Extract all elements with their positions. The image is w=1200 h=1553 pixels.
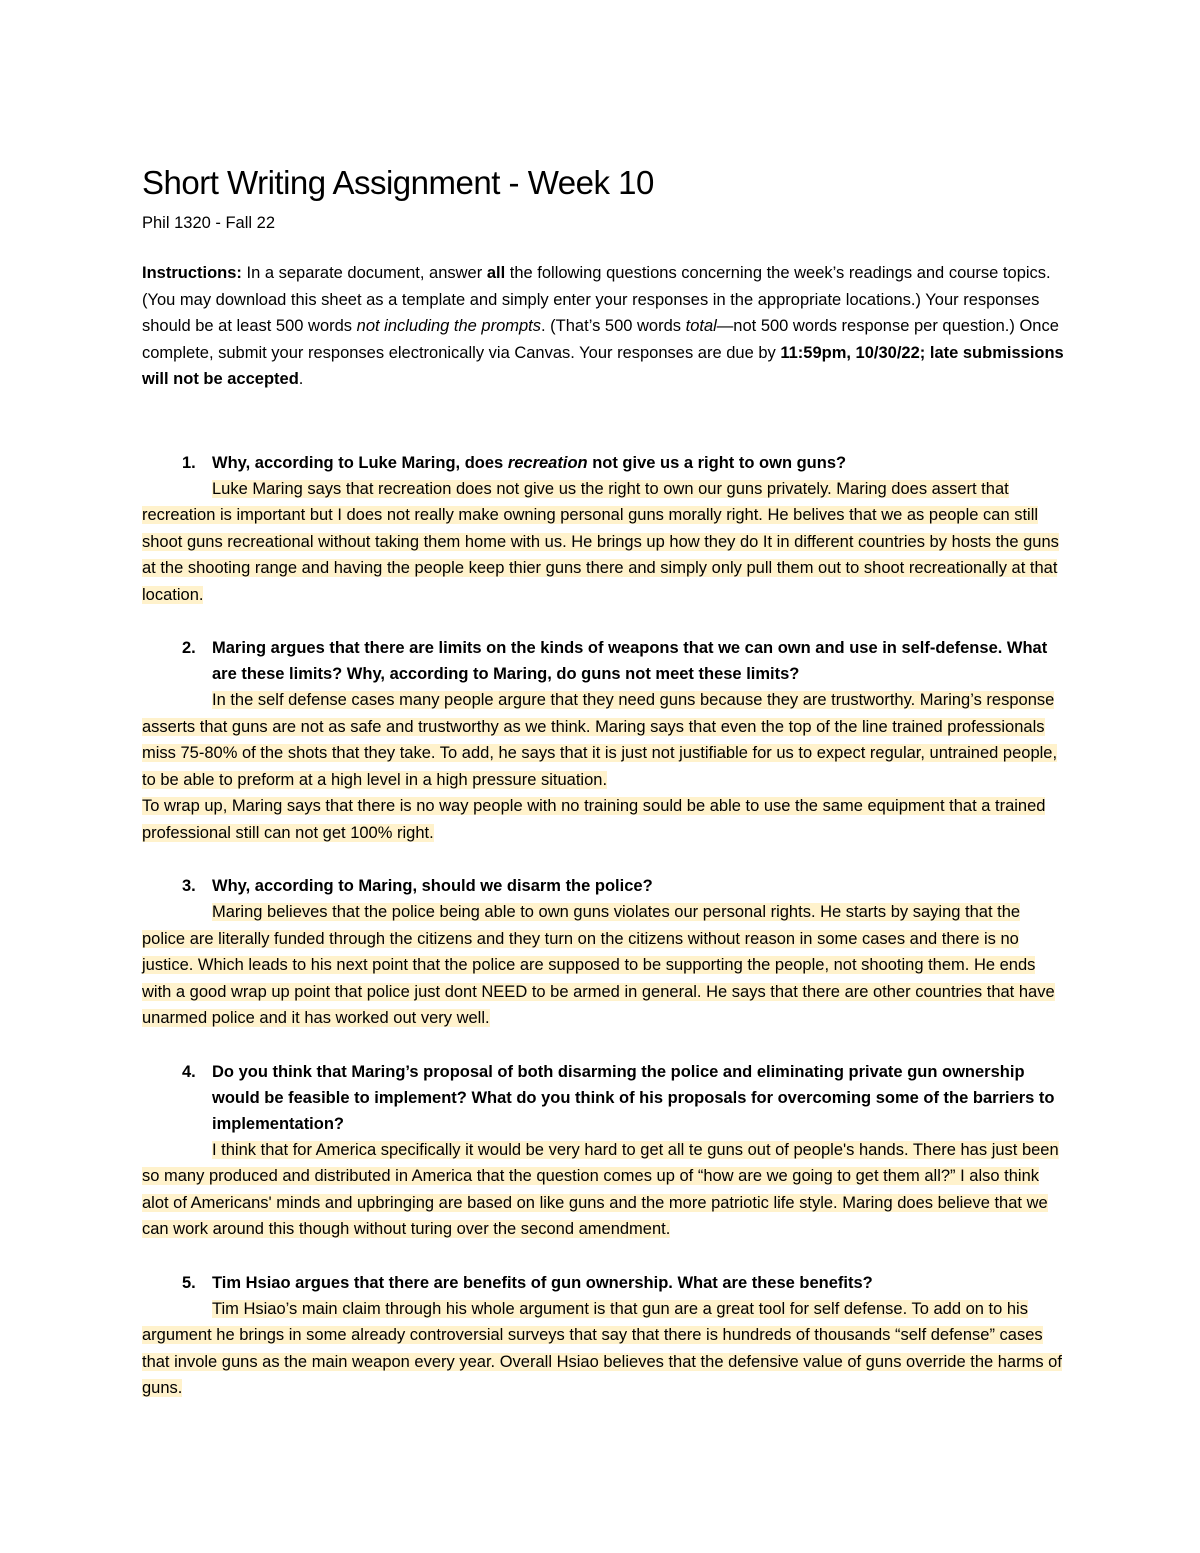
question-list	[142, 450, 1064, 1402]
answer-text: In the self defense cases many people argure that they need guns because they are trustworthy. Maring’s response asserts that guns are not as safe and trustworthy as we think. Maring says that even the top of the line trained professionals miss 75-80% of the shots that they take. To add, he says that it is just not justifiable for us to expect regular, untrained people, to be able to preform at a high level in a high pressure situation.	[142, 691, 1058, 789]
question-number: 4.	[182, 1062, 196, 1081]
answer-text: Maring believes that the police being able to own guns violates our personal rights. He starts by saying that the police are literally funded through the citizens and they turn on the citizens without reason in some cases and there is no justice. Which leads to his next point that the police are supposed to be supporting the people, not shooting them. He ends with a good wrap up point that police just dont NEED to be armed in general. He says that there are other countries that have unarmed police and it has worked out very well.	[142, 903, 1055, 1027]
instructions-text-1: In a separate document, answer	[241, 264, 487, 282]
question-prompt	[142, 635, 1064, 687]
question-item-1	[142, 450, 1064, 609]
question-text: Why, according to Luke Maring, does	[212, 453, 508, 472]
instructions-paragraph	[142, 260, 1064, 393]
question-text: Tim Hsiao argues that there are benefits of gun ownership. What are these benefits?	[212, 1273, 873, 1292]
question-number: 1.	[182, 453, 196, 472]
page-title: Short Writing Assignment - Week 10	[142, 164, 654, 201]
question-number: 3.	[182, 877, 196, 895]
question-prompt	[142, 450, 1064, 476]
instructions-bold-all: all	[486, 264, 506, 282]
question-item-5	[142, 1270, 1064, 1402]
instructions-italic-1: not including the prompts	[356, 317, 542, 335]
question-number: 2.	[182, 639, 196, 657]
instructions-text-5: .	[298, 370, 304, 388]
document-body	[142, 160, 1064, 1429]
answer-paragraph	[142, 899, 1064, 1032]
instructions-italic-2: total	[685, 317, 717, 335]
question-text-end: not give us a right to own guns?	[587, 453, 847, 472]
answer-text: Luke Maring says that recreation does not give us the right to own our guns privately. Maring does assert that recreation is important but I does not really make owning personal guns morally right. He belives that we as people can still shoot guns recreational without taking them home with us. He brings up how they do It in different countries by hosts the guns at the shooting range and having the people keep thier guns there and simply only pull them out to shoot recreationally at that location.	[142, 479, 1059, 604]
question-prompt	[142, 873, 1064, 899]
course-subtitle: Phil 1320 - Fall 22	[142, 214, 275, 232]
answer-paragraph	[142, 1137, 1064, 1243]
answer-paragraph	[142, 1296, 1064, 1402]
question-item-2	[142, 635, 1064, 846]
question-text: Do you think that Maring’s proposal of both disarming the police and eliminating private gun ownership would be feasible to implement? What do you think of his proposals for overcoming some of the barriers to implementation?	[212, 1062, 1055, 1133]
question-prompt	[142, 1059, 1064, 1137]
question-text: Why, according to Maring, should we disarm the police?	[212, 877, 653, 895]
question-text: Maring argues that there are limits on the kinds of weapons that we can own and use in self-defense. What are these limits? Why, according to Maring, do guns not meet these limits?	[212, 639, 1048, 683]
instructions-label: Instructions:	[142, 264, 242, 282]
question-prompt	[142, 1270, 1064, 1296]
answer-text-2: To wrap up, Maring says that there is no way people with no training sould be able to use the same equipment that a trained professional still can not get 100% right.	[142, 797, 1046, 842]
question-item-3	[142, 873, 1064, 1032]
answer-paragraph	[142, 687, 1064, 793]
question-item-4	[142, 1059, 1064, 1243]
question-emphasis: recreation	[507, 453, 588, 472]
instructions-text-3: . (That’s 500 words	[541, 317, 686, 335]
answer-text: I think that for America specifically it would be very hard to get all te guns out of people's hands. There has just been so many produced and distributed in America that the question comes up of “how are we going to get them all?” I also think alot of Americans' minds and upbringing are based on like guns and the more patriotic life style. Maring does believe that we can work around this though without turing over the second amendment.	[142, 1140, 1059, 1238]
answer-paragraph	[142, 476, 1064, 609]
answer-paragraph-2	[142, 793, 1064, 846]
instructions-text-4: —not 500 words response per question.) Once complete, submit your responses electronically via Canvas. Your responses are due by	[142, 317, 1059, 362]
answer-text: Tim Hsiao’s main claim through his whole argument is that gun are a great tool for self defense. To add on to his argument he brings in some already controversial surveys that say that there is hundreds of thousands “self defense” cases that invole guns as the main weapon every year. Overall Hsiao believes that the defensive value of guns override the harms of guns.	[142, 1299, 1062, 1397]
question-number: 5.	[182, 1273, 196, 1292]
instructions-text-2: the following questions concerning the week’s readings and course topics. (You may download this sheet as a template and simply enter your responses in the appropriate locations.) Your responses should be at least 500 words	[142, 264, 1051, 335]
instructions-deadline: 11:59pm, 10/30/22; late submissions will not be accepted	[142, 343, 1064, 388]
